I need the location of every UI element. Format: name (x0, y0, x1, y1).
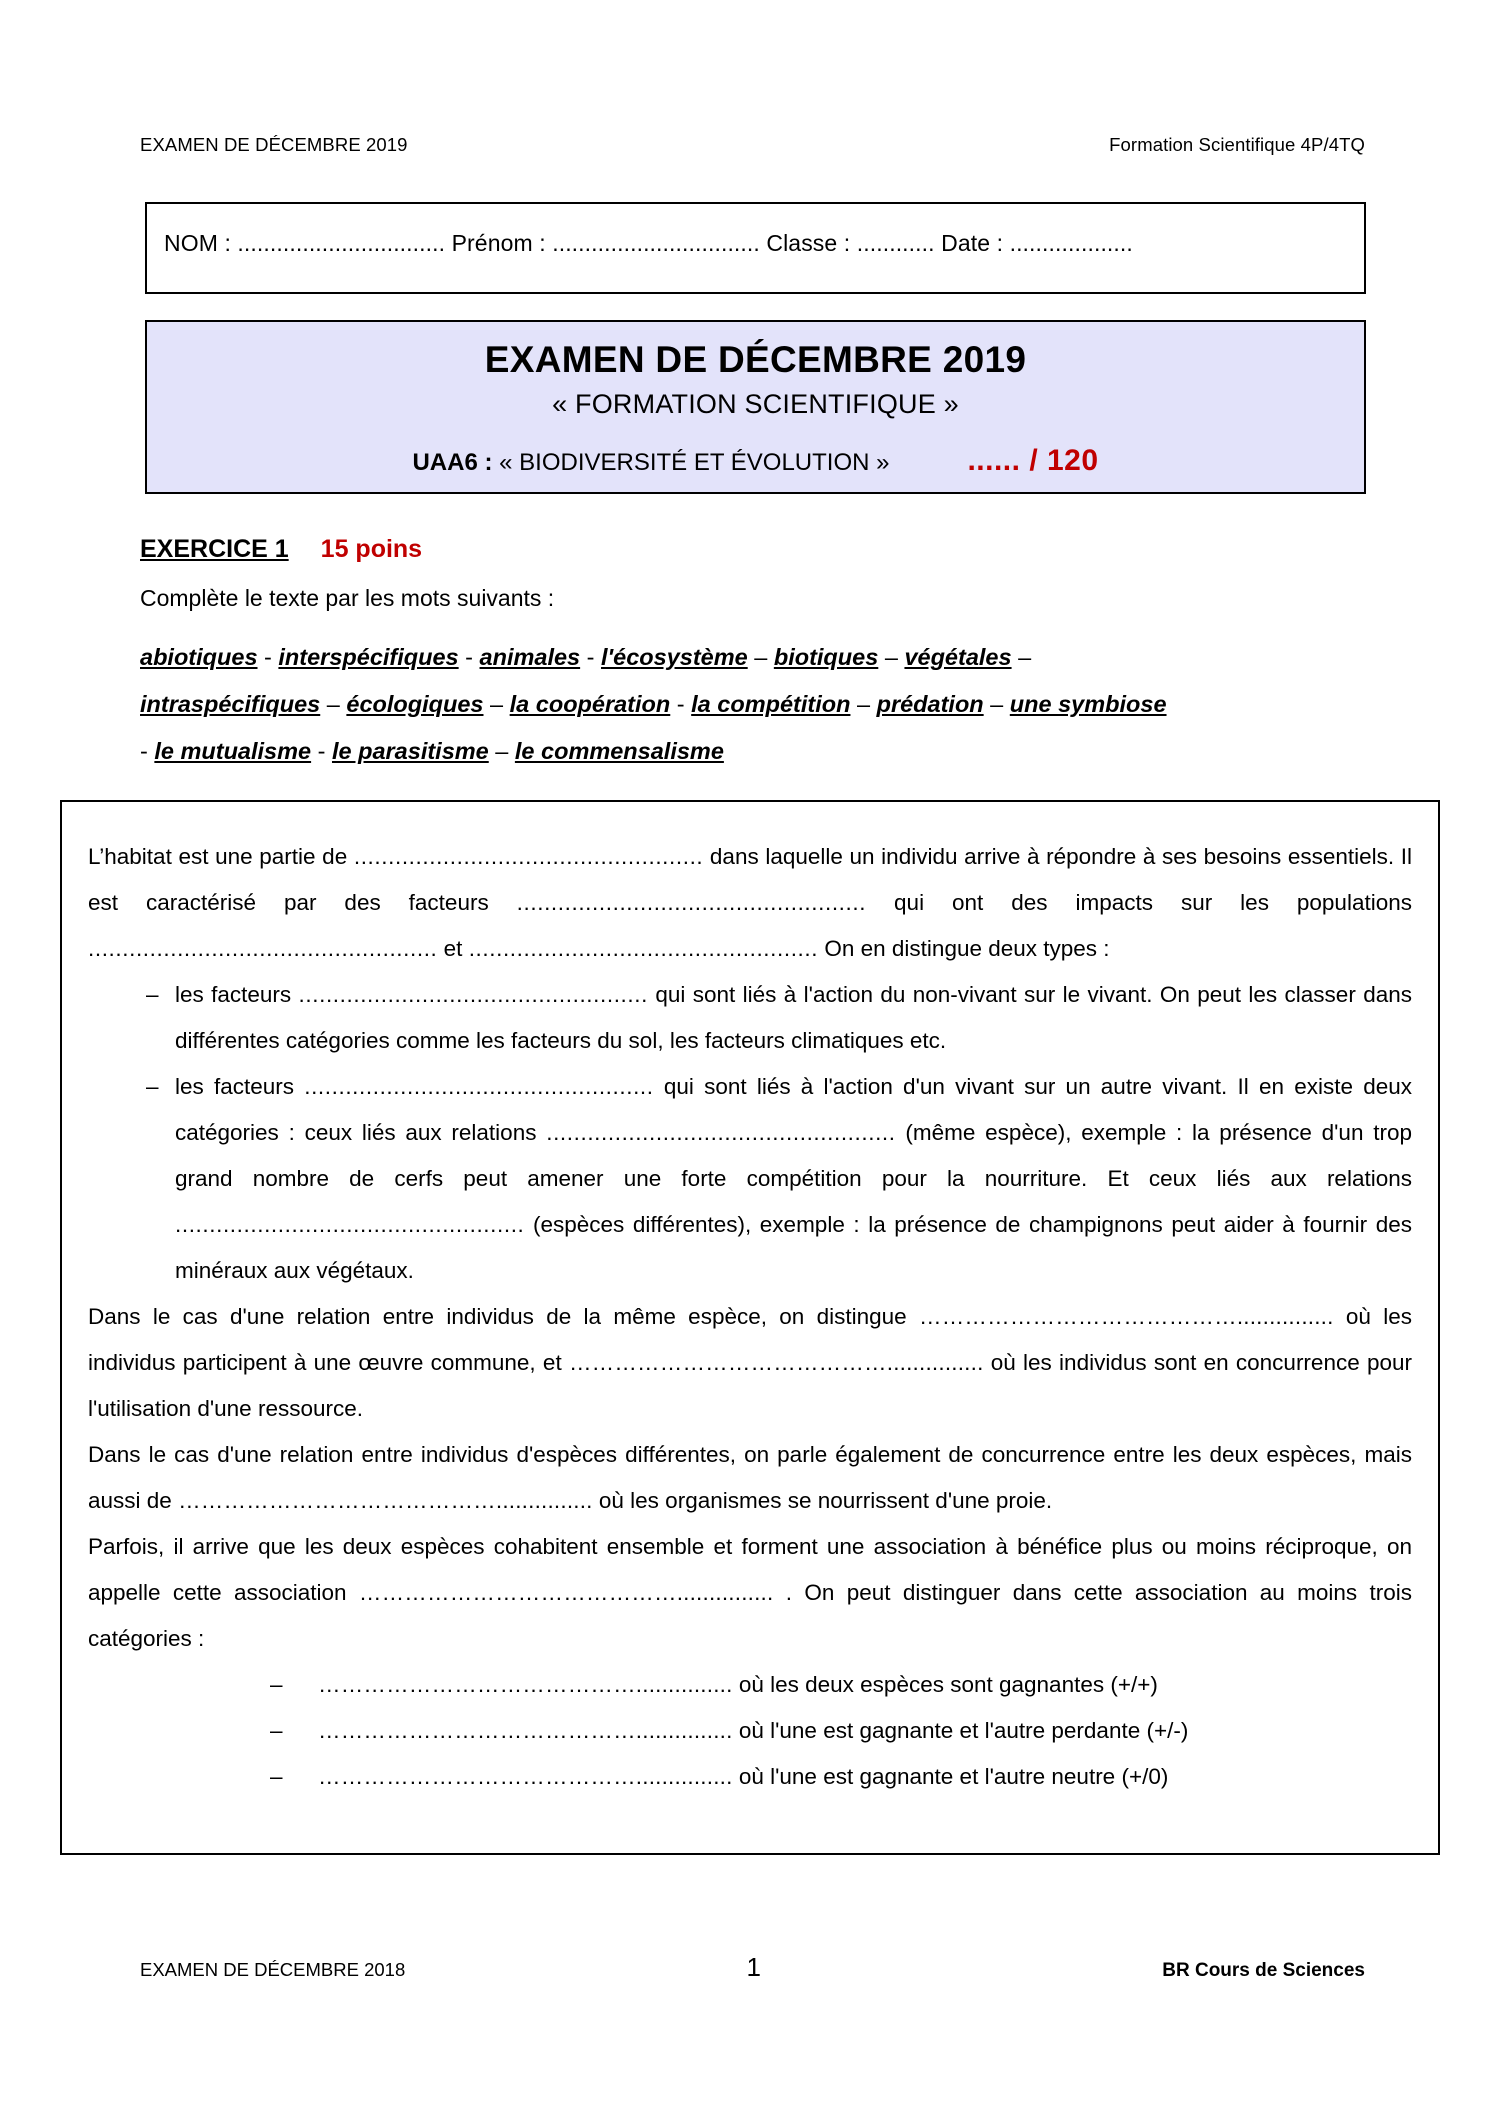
blank-field[interactable]: ……………………………………............... (318, 1718, 733, 1743)
exercise-title: EXERCICE 1 (140, 535, 289, 563)
word-bank-separator: - (580, 644, 602, 670)
exercise-points: 15 poins (320, 535, 423, 563)
exam-score-field[interactable]: ...... / 120 (967, 444, 1099, 477)
blank-field[interactable]: ................................................... (304, 1074, 654, 1099)
text-run: où les organismes se nourrissent d'une proie. (592, 1488, 1053, 1513)
blank-field[interactable]: ................................................... (546, 1120, 896, 1145)
word-bank-word: l'écosystème (601, 644, 748, 670)
exam-title: EXAMEN DE DÉCEMBRE 2019 (484, 339, 1027, 380)
blank-field[interactable]: ……………………………………............... (568, 1350, 984, 1375)
text-run: qui ont des impacts sur les populations (866, 890, 1412, 915)
page-number: 1 (746, 1952, 761, 1982)
running-header (140, 134, 1365, 156)
word-bank-separator: - (458, 644, 480, 670)
dash-bullet-icon: – (270, 1764, 283, 1789)
blank-field[interactable]: ................................................... (353, 844, 704, 869)
identity-box (145, 202, 1366, 294)
text-run: où les individus participent à une œuvre commune, et (88, 1304, 1413, 1375)
text-run: Dans le cas d'une relation entre individus de la même espèce, on distingue (88, 1304, 920, 1329)
identity-fields-line[interactable]: NOM : ................................ Prénom : ................................ Classe : ............ Date : ................... (164, 230, 1133, 256)
blank-field[interactable]: ……………………………………............... (318, 1764, 733, 1789)
blank-field[interactable]: ................................................... (88, 936, 438, 961)
word-bank-separator: – (850, 691, 877, 717)
exam-uaa-row (147, 444, 1364, 478)
text-run: où les deux espèces sont gagnantes (+/+) (732, 1672, 1158, 1697)
word-bank (140, 634, 1370, 775)
exam-uaa-label: UAA6 : (412, 449, 493, 476)
word-bank-word: intraspécifiques (140, 691, 321, 717)
blank-field[interactable]: ……………………………………............... (358, 1580, 774, 1605)
word-bank-word: le commensalisme (514, 738, 724, 764)
word-bank-word: interspécifiques (278, 644, 459, 670)
text-run: où l'une est gagnante et l'autre neutre (+/0) (732, 1764, 1169, 1789)
word-bank-word: le parasitisme (331, 738, 489, 764)
exam-subtitle: « FORMATION SCIENTIFIQUE » (552, 389, 959, 419)
word-bank-separator: - (257, 644, 279, 670)
exam-uaa-text: « BIODIVERSITÉ ET ÉVOLUTION » (492, 449, 890, 476)
text-run: les facteurs (175, 1074, 305, 1099)
word-bank-word: abiotiques (140, 644, 258, 670)
blank-field[interactable]: ……………………………………............... (318, 1672, 733, 1697)
word-bank-word: la compétition (691, 691, 851, 717)
word-bank-separator: - (670, 691, 692, 717)
paragraph-symbiosis (88, 1524, 1412, 1662)
text-run: (même espèce), exemple : la présence d'un trop grand nombre de cerfs peut amener une forte compétition pour la nourriture. Et ceux liés aux relations (175, 1120, 1412, 1191)
symbiosis-category-list (88, 1662, 1412, 1800)
blank-field[interactable]: ……………………………………............... (178, 1488, 593, 1513)
word-bank-separator: – (488, 738, 515, 764)
page-footer (140, 1952, 1365, 1983)
text-run: Dans le cas d'une relation entre individus d'espèces différentes, on parle également de concurrence entre les deux espèces, mais aussi de (88, 1442, 1412, 1513)
text-run: On en distingue deux types : (818, 936, 1110, 961)
dash-bullet-icon: – (146, 1074, 159, 1099)
text-run: dans laquelle un individu arrive à répondre à ses besoins essentiels. Il est caractérisé par des facteurs (88, 844, 1413, 915)
text-run: où les individus sont en concurrence pour l'utilisation d'une ressource. (88, 1350, 1412, 1421)
text-run: . On peut distinguer dans cette association au moins trois catégories : (88, 1580, 1412, 1651)
paragraph-intraspecific (88, 1294, 1412, 1432)
exam-title-banner (145, 320, 1366, 494)
exercise-instruction: Complète le texte par les mots suivants : (140, 585, 555, 611)
word-bank-line-3 (140, 728, 1370, 775)
list-item (88, 1754, 1412, 1800)
footer-left-text: EXAMEN DE DÉCEMBRE 2018 (140, 1959, 406, 1980)
word-bank-word: biotiques (773, 644, 879, 670)
factor-list (88, 972, 1412, 1294)
blank-field[interactable]: ................................................... (175, 1212, 525, 1237)
word-bank-word: animales (479, 644, 581, 670)
word-bank-line-2 (140, 681, 1370, 728)
blank-field[interactable]: ……………………………………............... (919, 1304, 1334, 1329)
paragraph-interspecific (88, 1432, 1412, 1524)
list-item (88, 1708, 1412, 1754)
blank-field[interactable]: ................................................... (516, 890, 867, 915)
word-bank-separator: – (747, 644, 774, 670)
list-item (88, 1064, 1412, 1294)
word-bank-line-1 (140, 634, 1370, 681)
text-run: L’habitat est une partie de (88, 844, 354, 869)
word-bank-separator: – (320, 691, 347, 717)
word-bank-separator: - (311, 738, 332, 764)
gap-fill-text-box (60, 800, 1440, 1855)
paragraph-habitat (88, 834, 1412, 972)
footer-right-text: BR Cours de Sciences (1162, 1960, 1365, 1981)
header-right-text: Formation Scientifique 4P/4TQ (1109, 134, 1365, 155)
word-bank-word: écologiques (346, 691, 484, 717)
blank-field[interactable]: ................................................... (468, 936, 819, 961)
word-bank-separator: – (1011, 644, 1032, 670)
word-bank-word: une symbiose (1009, 691, 1167, 717)
text-run: où l'une est gagnante et l'autre perdante (+/-) (732, 1718, 1189, 1743)
gap-fill-content (88, 834, 1412, 1800)
dash-bullet-icon: – (146, 982, 159, 1007)
text-run: les facteurs (175, 982, 299, 1007)
word-bank-separator: – (983, 691, 1010, 717)
header-left-text: EXAMEN DE DÉCEMBRE 2019 (140, 134, 408, 155)
text-run: (espèces différentes), exemple : la présence de champignons peut aider à fournir des minéraux aux végétaux. (175, 1212, 1412, 1283)
text-run: qui sont liés à l'action du non-vivant sur le vivant. On peut les classer dans différentes catégories comme les facteurs du sol, les facteurs climatiques etc. (175, 982, 1412, 1053)
text-run: et (437, 936, 469, 961)
exercise-heading (140, 535, 422, 564)
text-run: qui sont liés à l'action d'un vivant sur un autre vivant. Il en existe deux catégories : ceux liés aux relations (175, 1074, 1412, 1145)
word-bank-word: végétales (904, 644, 1012, 670)
word-bank-word: la coopération (509, 691, 671, 717)
word-bank-word: prédation (876, 691, 984, 717)
word-bank-separator: - (140, 738, 155, 764)
dash-bullet-icon: – (270, 1672, 283, 1697)
list-item (88, 1662, 1412, 1708)
word-bank-word: le mutualisme (154, 738, 312, 764)
word-bank-separator: – (878, 644, 905, 670)
dash-bullet-icon: – (270, 1718, 283, 1743)
list-item (88, 972, 1412, 1064)
blank-field[interactable]: ................................................... (298, 982, 648, 1007)
word-bank-separator: – (483, 691, 510, 717)
text-run: Parfois, il arrive que les deux espèces cohabitent ensemble et forment une association à bénéfice plus ou moins réciproque, on appelle cette association (88, 1534, 1412, 1605)
exam-uaa-line (412, 449, 889, 477)
